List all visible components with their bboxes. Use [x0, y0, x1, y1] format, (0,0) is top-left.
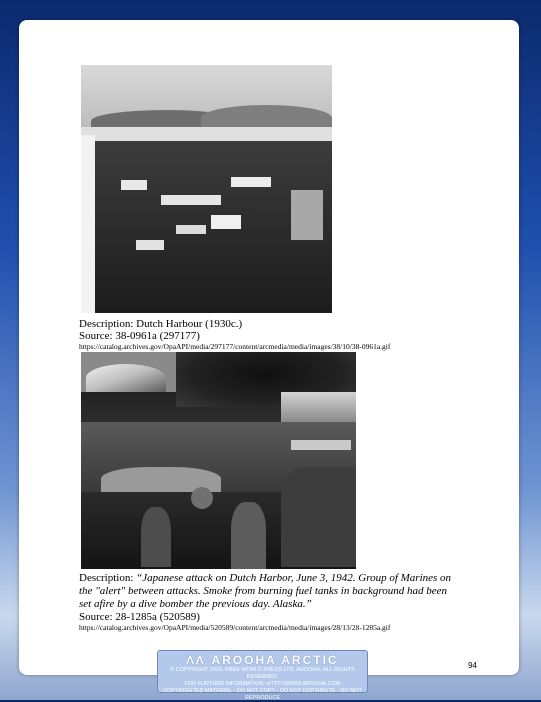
copyright-line: © COPYRIGHT 2016. FREE WORLD PRESS LTD. AROOHA. ALL RIGHTS RESERVED.: [170, 667, 355, 680]
document-page: [19, 20, 519, 675]
building-shape: [121, 180, 147, 190]
page-number: 94: [468, 661, 477, 670]
building-shape: [211, 215, 241, 229]
building-shape: [161, 195, 221, 205]
building-shape: [176, 225, 206, 234]
info-line: FOR FURTHER INFORMATION: HTTP://WWW.AROOHA.COM: [184, 681, 341, 687]
caption-url-2: https://catalog.archives.gov/OpaAPI/media/520589/content/arcmedia/media/images/28/13/28-1285a.gif: [79, 623, 391, 632]
caption-source-1: Source: 38-0961a (297177): [79, 330, 200, 342]
water-strip: [291, 440, 351, 450]
caption-description-2: [79, 572, 459, 611]
water-region: [81, 127, 332, 141]
rock-outcrop: [281, 467, 356, 567]
photo-dutch-harbour: [81, 65, 332, 313]
arooha-logo-icon: ꓥꓥ: [186, 655, 206, 667]
photo-edge: [81, 135, 95, 313]
smoke-plume: [281, 392, 356, 422]
description-label: Description:: [79, 572, 137, 584]
marine-figure: [231, 502, 266, 569]
description-text: “Japanese attack on Dutch Harbor, June 3, 1942. Group of Marines on the "alert" between attacks. Smoke from burning fuel tanks in background had been set afire by a dive bomber the previous day. Alaska.”: [79, 572, 452, 610]
brand-name: AROOHA ARCTIC: [211, 653, 339, 667]
description-label: Description:: [79, 318, 137, 330]
photo-marines-dutch-harbor: [81, 352, 356, 569]
caption-url-1: https://catalog.archives.gov/OpaAPI/media/297177/content/arcmedia/media/images/38/10/38-0961a.gif: [79, 342, 391, 351]
description-text: Dutch Harbour (1930c.): [136, 318, 243, 330]
building-shape: [231, 177, 271, 187]
marine-figure: [141, 507, 171, 567]
brand-title: [158, 653, 367, 667]
helmet-shape: [191, 487, 213, 509]
building-shape: [136, 240, 164, 250]
copyright-banner: [157, 650, 368, 701]
caption-source-2: Source: 28-1285a (520589): [79, 611, 200, 623]
notice-line: COPYRIGHTED MATERIAL - DO NOT COPY - DO NOT DISTRIBUTE - DO NOT REPRODUCE: [163, 688, 362, 701]
snowy-mountain-shape: [86, 364, 166, 392]
tank-shape: [291, 190, 323, 240]
